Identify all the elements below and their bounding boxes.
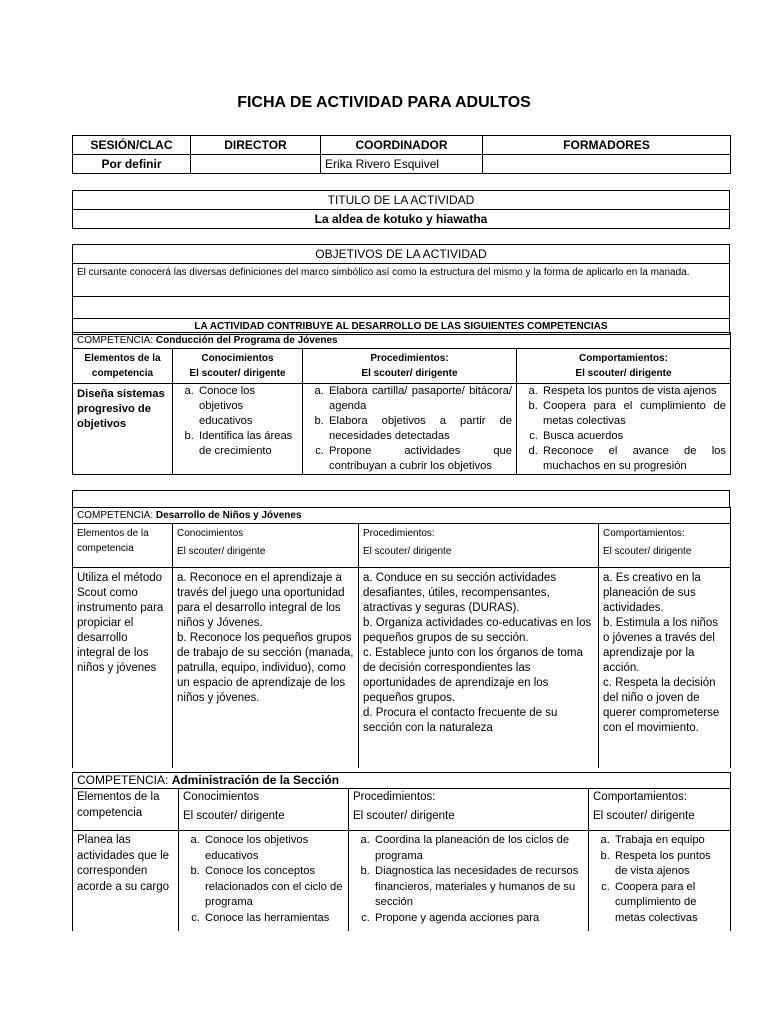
c1-comp-item: d. Reconoce el avance de los muchachos en su progresión <box>541 444 726 474</box>
c3-col-procedimientos-label: Procedimientos: <box>353 791 436 803</box>
c2-proc-item: a. Conduce en su sección actividades desafiantes, útiles, recompensantes, atractivas y seguras (DURAS). <box>363 572 557 614</box>
objectives-empty-row <box>73 297 730 319</box>
competencia-2-table <box>72 507 731 768</box>
c2-col-conocimientos <box>173 524 359 568</box>
c2-col-procedimientos-sub: El scouter/ dirigente <box>363 546 452 557</box>
competencia-1-name: Conducción del Programa de Jóvenes <box>155 335 338 346</box>
c2-col-comportamientos-label: Comportamientos: <box>603 528 685 539</box>
activity-title-table <box>72 190 730 229</box>
c1-col-comportamientos-sub: El scouter/ dirigente <box>575 368 672 379</box>
c2-col-procedimientos <box>359 524 599 568</box>
c1-proc-item: a. Elabora cartilla/ pasaporte/ bitácora/ agenda <box>327 384 512 414</box>
c2-proc-item: b. Organiza actividades co-educativas en los pequeños grupos de su sección. <box>363 617 592 644</box>
info-table <box>72 135 731 174</box>
competencia-2-prefix: COMPETENCIA: <box>77 510 154 521</box>
c1-col-conocimientos-sub: El scouter/ dirigente <box>189 368 286 379</box>
competencia-3-prefix: COMPETENCIA: <box>77 773 169 787</box>
objectives-text: El cursante conocerá las diversas definiciones del marco simbólico así como la estructura del mismo y la forma de aplicarlo en la manada. <box>73 264 730 297</box>
c1-proc-item: c. Propone actividades que contribuyan a cubrir los objetivos <box>327 444 512 474</box>
activity-title-value: La aldea de kotuko y hiawatha <box>73 210 730 229</box>
competencia-3-heading <box>73 773 731 789</box>
activity-title-label: TITULO DE LA ACTIVIDAD <box>73 191 730 210</box>
c3-comp-item: a. Trabaja en equipo <box>613 833 726 849</box>
c1-conoc-item: a. Conoce los objetivos educativos <box>197 384 298 429</box>
c2-conoc-item: b. Reconoce los pequeños grupos de trabajo de su sección (manada, patrulla, equipo, individuo), como un espacio de aprendizaje de los niños y jóvenes. <box>177 632 354 704</box>
competencia-3-name: Administración de la Sección <box>171 773 340 787</box>
objectives-table <box>72 244 730 335</box>
c3-col-elementos: Elementos de la competencia <box>73 789 179 831</box>
c3-proc-item: a. Coordina la planeación de los ciclos de programa <box>373 833 584 864</box>
c2-proc-item: d. Procura el contacto frecuente de su sección con la naturaleza <box>363 707 558 734</box>
c2-conocimientos <box>173 568 359 768</box>
c1-col-comportamientos-label: Comportamientos: <box>579 353 668 364</box>
c3-comp-item: c. Coopera para el cumplimiento de metas colectivas <box>613 880 726 927</box>
c3-col-conocimientos-sub: El scouter/ dirigente <box>183 810 285 822</box>
competencia-1-heading <box>73 333 731 349</box>
value-coordinador: Erika Rivero Esquivel <box>321 155 483 174</box>
c1-col-procedimientos-sub: El scouter/ dirigente <box>361 368 458 379</box>
c3-conoc-item: a. Conoce los objetivos educativos <box>203 833 344 864</box>
document-title: FICHA DE ACTIVIDAD PARA ADULTOS <box>237 94 531 111</box>
c2-procedimientos <box>359 568 599 768</box>
c1-col-procedimientos-label: Procedimientos: <box>370 353 449 364</box>
header-director: DIRECTOR <box>191 136 321 155</box>
c3-col-comportamientos <box>589 789 731 831</box>
c1-comportamientos <box>517 384 731 475</box>
c2-col-conocimientos-label: Conocimientos <box>177 528 244 539</box>
c3-conoc-item: b. Conoce los conceptos relacionados con el ciclo de programa <box>203 864 344 911</box>
c1-col-comportamientos <box>517 349 731 384</box>
spacer-table <box>72 490 730 508</box>
contrib-label: LA ACTIVIDAD CONTRIBUYE AL DESARROLLO DE LAS SIGUIENTES COMPETENCIAS <box>73 319 730 335</box>
c1-comp-item: b. Coopera para el cumplimiento de metas colectivas <box>541 399 726 429</box>
c1-col-elementos: Elementos de la competencia <box>73 349 173 384</box>
c1-procedimientos <box>303 384 517 475</box>
c3-col-procedimientos <box>349 789 589 831</box>
c1-comp-item: c. Busca acuerdos <box>541 429 726 444</box>
competencia-1-prefix: COMPETENCIA: <box>77 335 154 346</box>
c1-col-procedimientos <box>303 349 517 384</box>
c3-element: Planea las actividades que le corresponden acorde a su cargo <box>73 831 179 931</box>
c2-comp-item: c. Respeta la decisión del niño o joven de querer comprometerse con el movimiento. <box>603 677 720 734</box>
competencia-1-table <box>72 332 731 475</box>
c3-proc-item: b. Diagnostica las necesidades de recursos financieros, materiales y humanos de su sección <box>373 864 584 911</box>
c3-procedimientos <box>349 831 589 931</box>
competencia-2-name: Desarrollo de Niños y Jóvenes <box>155 510 302 521</box>
spacer-row <box>73 491 730 508</box>
c3-col-conocimientos <box>179 789 349 831</box>
competencia-2-heading <box>73 508 731 524</box>
c1-comp-item: a. Respeta los puntos de vista ajenos <box>541 384 726 399</box>
c1-conocimientos <box>173 384 303 475</box>
c2-comp-item: b. Estimula a los niños o jóvenes a través del aprendizaje por la acción. <box>603 617 719 674</box>
c3-comp-item: b. Respeta los puntos de vista ajenos <box>613 849 726 880</box>
c2-col-elementos: Elementos de la competencia <box>73 524 173 568</box>
header-coordinador: COORDINADOR <box>321 136 483 155</box>
c3-col-conocimientos-label: Conocimientos <box>183 791 260 803</box>
c2-col-comportamientos-sub: El scouter/ dirigente <box>603 546 692 557</box>
objectives-label: OBJETIVOS DE LA ACTIVIDAD <box>73 245 730 264</box>
c1-conoc-item: b. Identifica las áreas de crecimiento <box>197 429 298 459</box>
c3-col-comportamientos-sub: El scouter/ dirigente <box>593 810 695 822</box>
c2-comp-item: a. Es creativo en la planeación de sus actividades. <box>603 572 701 614</box>
c3-conoc-item: c. Conoce las herramientas <box>203 911 344 927</box>
value-director <box>191 155 321 174</box>
value-formadores <box>483 155 731 174</box>
c1-element: Diseña sistemas progresivo de objetivos <box>73 384 173 475</box>
c2-element: Utiliza el método Scout como instrumento para propiciar el desarrollo integral de los niños y jóvenes <box>73 568 173 768</box>
header-formadores: FORMADORES <box>483 136 731 155</box>
competencia-3-table <box>72 772 731 931</box>
c3-proc-item: c. Propone y agenda acciones para <box>373 911 584 927</box>
c1-proc-item: b. Elabora objetivos a partir de necesidades detectadas <box>327 414 512 444</box>
c2-comportamientos <box>599 568 731 768</box>
c2-conoc-item: a. Reconoce en el aprendizaje a través del juego una oportunidad para el desarrollo integral de los niños y Jóvenes. <box>177 572 345 629</box>
c2-proc-item: c. Establece junto con los órganos de toma de decisión correspondientes las oportunidades de aprendizaje en los pequeños grupos. <box>363 647 583 704</box>
header-sesion: SESIÓN/CLAC <box>73 136 191 155</box>
c2-col-procedimientos-label: Procedimientos: <box>363 528 435 539</box>
c3-conocimientos <box>179 831 349 931</box>
c2-col-comportamientos <box>599 524 731 568</box>
value-sesion: Por definir <box>73 155 191 174</box>
c1-col-conocimientos <box>173 349 303 384</box>
c2-col-conocimientos-sub: El scouter/ dirigente <box>177 546 266 557</box>
c3-col-procedimientos-sub: El scouter/ dirigente <box>353 810 455 822</box>
c1-col-conocimientos-label: Conocimientos <box>201 353 274 364</box>
c3-comportamientos <box>589 831 731 931</box>
c3-col-comportamientos-label: Comportamientos: <box>593 791 687 803</box>
